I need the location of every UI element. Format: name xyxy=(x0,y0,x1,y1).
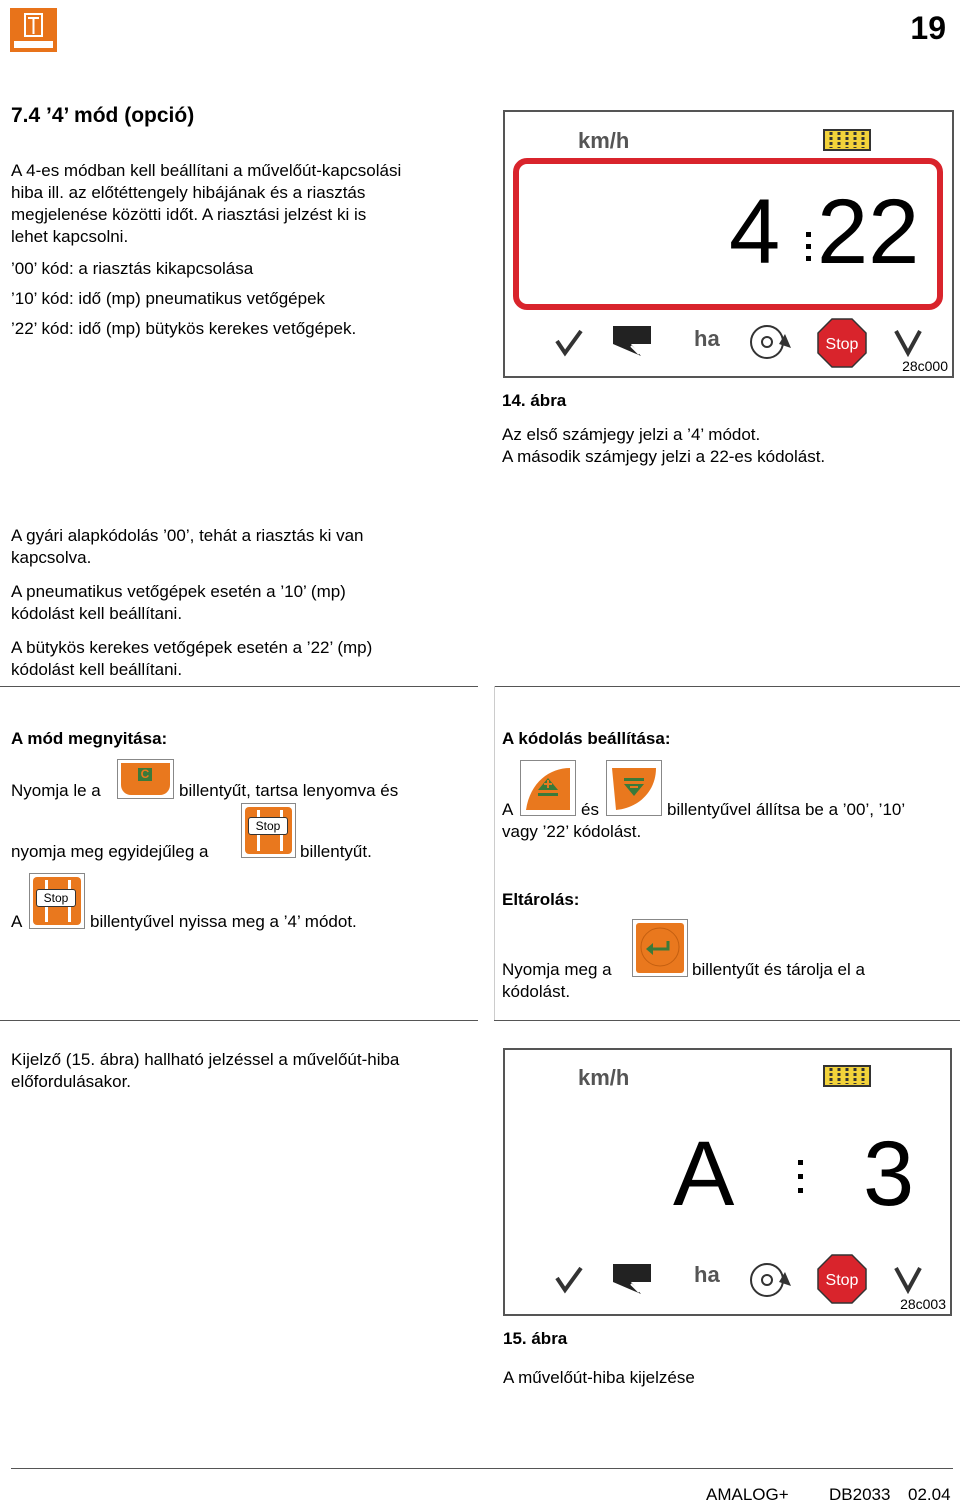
colon-dot xyxy=(798,1174,803,1179)
stop-key xyxy=(29,873,85,929)
instruction-text: Nyomja meg a xyxy=(502,960,612,979)
colon-dot xyxy=(798,1188,803,1193)
c-key xyxy=(117,759,174,799)
footer-doc-number: DB2033 xyxy=(829,1485,891,1504)
kmh-label: km/h xyxy=(578,128,630,153)
divider xyxy=(0,686,478,687)
digit-right: 3 xyxy=(863,1123,915,1225)
divider xyxy=(0,1020,478,1021)
plus-key xyxy=(520,760,576,816)
digit-left: 4 xyxy=(729,181,781,283)
key-face xyxy=(636,923,684,973)
alarm-line: Kijelző (15. ábra) hallható jelzéssel a művelőút-hiba xyxy=(11,1050,400,1069)
marker-icon xyxy=(611,1262,653,1301)
set-coding-heading: A kódolás beállítása: xyxy=(502,729,671,748)
figure-caption: A művelőút-hiba kijelzése xyxy=(503,1368,695,1387)
divider xyxy=(494,1020,960,1021)
code-line: ’10’ kód: idő (mp) pneumatikus vetőgépek xyxy=(11,289,326,308)
intro-line: A 4-es módban kell beállítani a művelőút-kapcsolási xyxy=(11,161,402,180)
page-number: 19 xyxy=(910,10,946,46)
footer-divider xyxy=(11,1468,953,1469)
key-face xyxy=(610,764,658,812)
footer-date: 02.04 xyxy=(908,1485,951,1504)
seed-bar-icon xyxy=(823,1065,871,1092)
figure-label: 15. ábra xyxy=(503,1329,568,1348)
enter-key xyxy=(632,919,688,977)
key-face xyxy=(245,807,292,854)
colon-dot xyxy=(798,1160,803,1165)
paragraph-line: kódolást kell beállítani. xyxy=(11,660,183,679)
paragraph-line: A gyári alapkódolás ’00’, tehát a riasztás ki van xyxy=(11,526,364,545)
kmh-label: km/h xyxy=(578,1065,630,1090)
intro-line: lehet kapcsolni. xyxy=(11,227,129,246)
instruction-text: billentyűt. xyxy=(300,842,372,861)
instruction-text: billentyűt, tartsa lenyomva és xyxy=(179,781,399,800)
instruction-text: Nyomja le a xyxy=(11,781,101,800)
chevron-down-icon xyxy=(892,1262,924,1299)
check-icon xyxy=(553,1262,585,1299)
instruction-text: vagy ’22’ kódolást. xyxy=(502,822,642,841)
open-mode-heading: A mód megnyitása: xyxy=(11,729,168,748)
instruction-text: billentyűt és tárolja el a xyxy=(692,960,865,979)
figure-code: 28c000 xyxy=(902,358,948,374)
rotation-icon xyxy=(747,1258,795,1303)
c-key-label: C xyxy=(138,768,152,781)
digit-right: 22 xyxy=(817,181,920,283)
figure-code: 28c003 xyxy=(900,1296,946,1312)
intro-paragraph xyxy=(11,160,481,340)
store-heading: Eltárolás: xyxy=(502,890,580,909)
divider xyxy=(494,686,960,687)
stop-key-label: Stop xyxy=(36,889,76,907)
display-screen xyxy=(513,158,943,310)
marker-icon xyxy=(611,324,653,363)
display-figure-15 xyxy=(503,1048,952,1316)
check-icon xyxy=(553,325,585,362)
instruction-text: nyomja meg egyidejűleg a xyxy=(11,842,209,861)
footer-product: AMALOG+ xyxy=(706,1485,789,1504)
display-figure-14 xyxy=(503,110,954,378)
figure-caption: Az első számjegy jelzi a ’4’ módot. xyxy=(502,425,761,444)
key-face xyxy=(33,877,81,925)
stop-icon xyxy=(817,318,867,373)
instruction-text: A xyxy=(502,800,514,819)
digit-left: A xyxy=(673,1123,735,1225)
key-face xyxy=(121,763,170,795)
colon-dot xyxy=(806,256,811,261)
paragraph-line: A bütykös kerekes vetőgépek esetén a ’22’ (mp) xyxy=(11,638,373,657)
factory-paragraphs xyxy=(11,525,481,681)
seed-bar-icon xyxy=(823,129,871,156)
code-line: ’00’ kód: a riasztás kikapcsolása xyxy=(11,259,254,278)
colon-dot xyxy=(806,232,811,237)
instruction-text: A xyxy=(11,912,23,931)
intro-line: megjelenése közötti időt. A riasztási jelzést ki is xyxy=(11,205,367,224)
column-divider xyxy=(494,686,495,1020)
alarm-line: előfordulásakor. xyxy=(11,1072,132,1091)
figure-label: 14. ábra xyxy=(502,391,567,410)
paragraph-line: A pneumatikus vetőgépek esetén a ’10’ (mp) xyxy=(11,582,346,601)
figure-caption: A második számjegy jelzi a 22-es kódolást. xyxy=(502,447,826,466)
stop-key xyxy=(241,803,296,858)
instruction-text: kódolást. xyxy=(502,982,571,1001)
stop-text: Stop xyxy=(825,1272,859,1289)
stop-icon xyxy=(817,1254,867,1309)
stop-key-label: Stop xyxy=(248,817,288,835)
instruction-text: billentyűvel állítsa be a ’00’, ’10’ xyxy=(667,800,906,819)
paragraph-line: kapcsolva. xyxy=(11,548,92,567)
code-line: ’22’ kód: idő (mp) bütykös kerekes vetőgépek. xyxy=(11,319,357,338)
intro-line: hiba ill. az előtéttengely hibájának és a riasztás xyxy=(11,183,366,202)
colon-dot xyxy=(806,244,811,249)
minus-key xyxy=(606,760,662,816)
ha-label: ha xyxy=(694,1262,720,1287)
key-face xyxy=(524,764,572,812)
rotation-icon xyxy=(747,320,795,365)
amazone-logo xyxy=(10,8,57,52)
instruction-text: és xyxy=(581,800,599,819)
instruction-text: billentyűvel nyissa meg a ’4’ módot. xyxy=(90,912,357,931)
ha-label: ha xyxy=(694,326,720,351)
chevron-down-icon xyxy=(892,325,924,362)
paragraph-line: kódolást kell beállítani. xyxy=(11,604,183,623)
stop-text: Stop xyxy=(825,336,859,353)
section-title: 7.4 ’4’ mód (opció) xyxy=(11,104,195,127)
